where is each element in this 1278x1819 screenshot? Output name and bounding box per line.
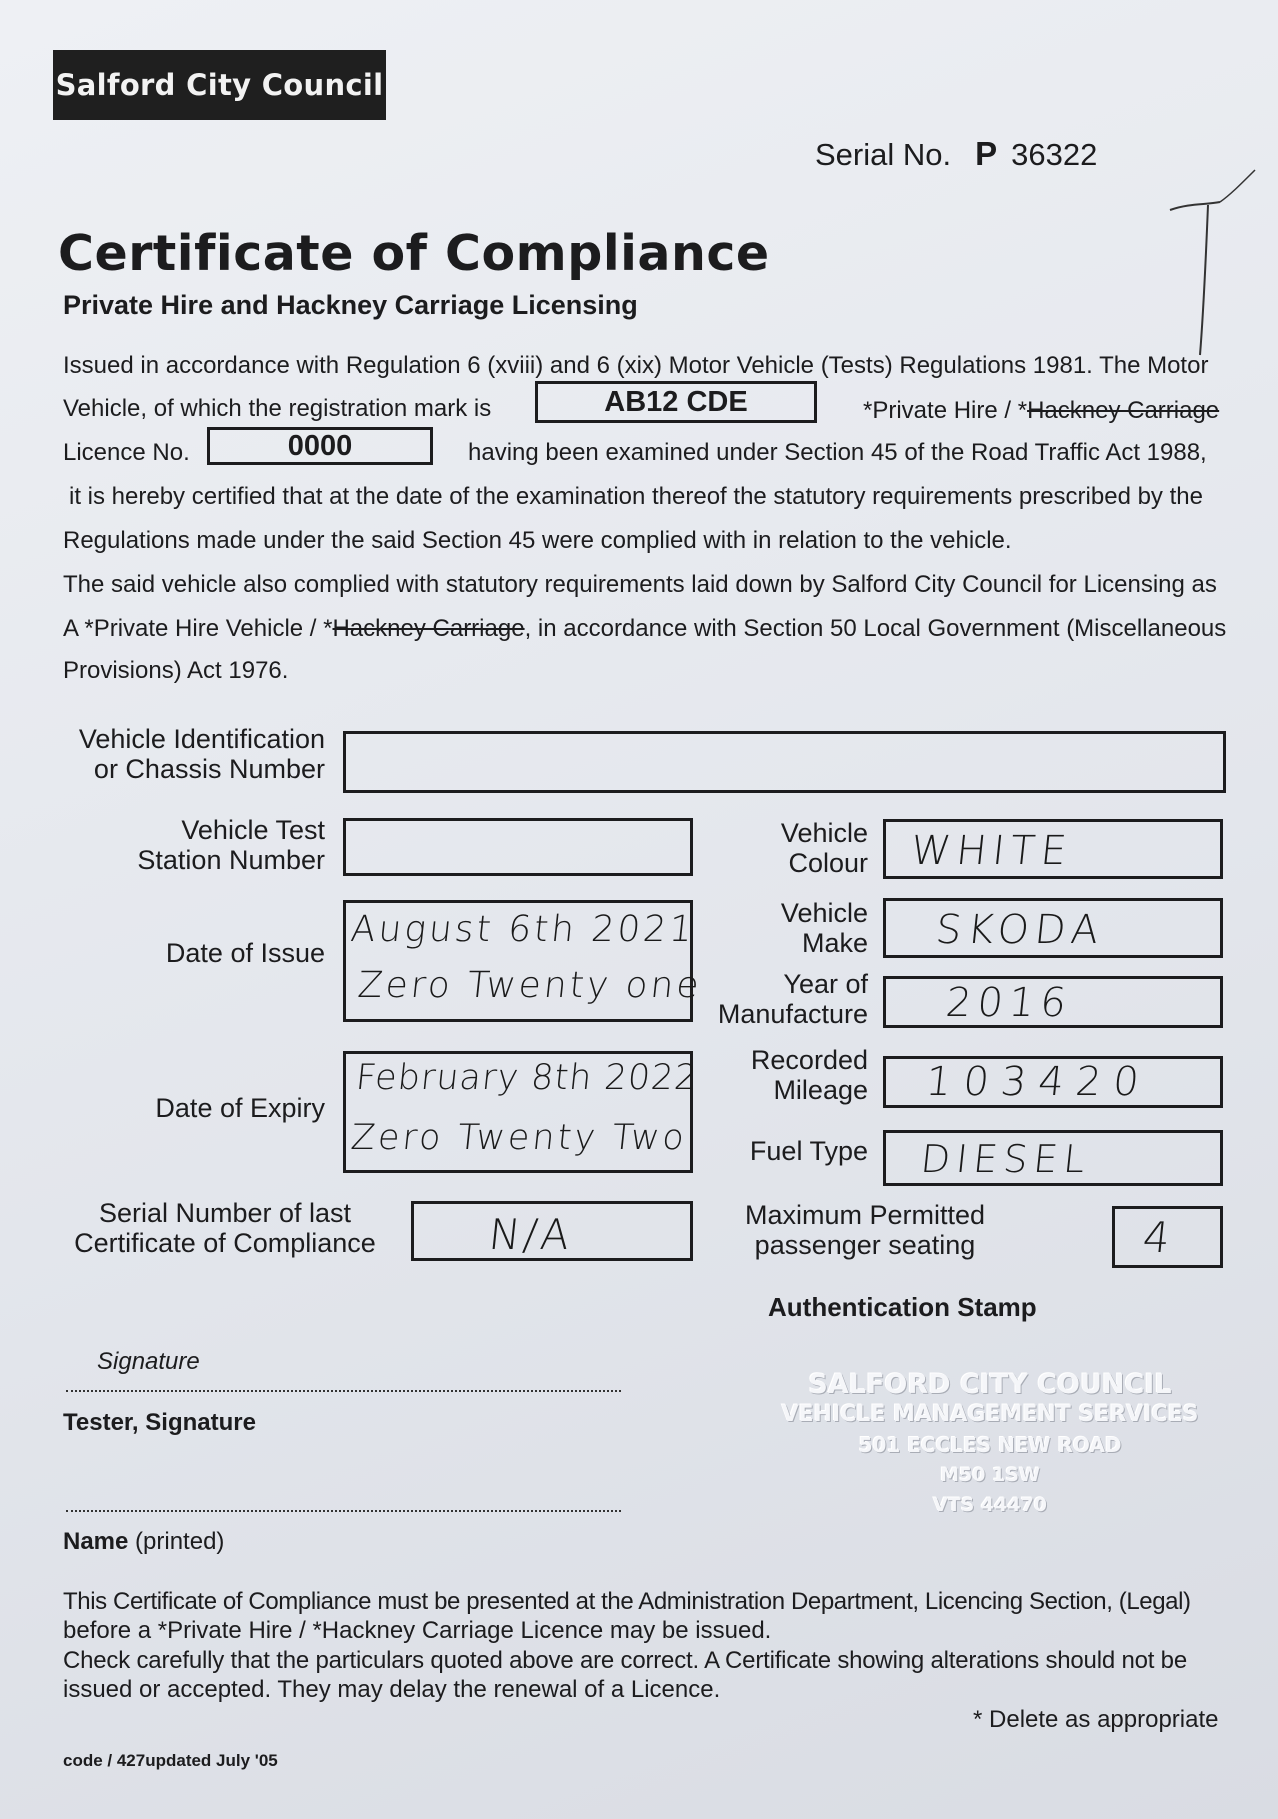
colour-label xyxy=(781,818,868,878)
licence-number-value: 0000 xyxy=(287,429,353,462)
registration-mark-field xyxy=(535,381,817,423)
year-label-line1: Year of xyxy=(783,969,868,999)
year-label-line2: Manufacture xyxy=(717,999,868,1029)
body-line-7-struck: Hackney Carriage xyxy=(332,615,525,642)
seating-value: 4 xyxy=(1140,1213,1176,1262)
licence-number-field xyxy=(207,427,433,465)
expiry-date-field[interactable] xyxy=(343,1051,700,1173)
stamp-line3: 501 ECCLES NEW ROAD xyxy=(858,1433,1122,1457)
council-logo xyxy=(53,50,386,120)
vin-field[interactable] xyxy=(343,731,1226,793)
expiry-date-line2: Zero Twenty Two xyxy=(348,1118,689,1158)
pen-mark-icon xyxy=(1160,165,1270,365)
serial-number xyxy=(815,135,1097,173)
colour-label-line1: Vehicle xyxy=(780,818,868,848)
seating-label-line2: passenger seating xyxy=(754,1230,976,1260)
fuel-value: DIESEL xyxy=(918,1137,1094,1181)
body-line-8: Provisions) Act 1976. xyxy=(63,657,289,684)
footer-note-3: Check carefully that the particulars quoted above are correct. A Certificate showing alterations should not be xyxy=(63,1647,1187,1674)
fuel-label: Fuel Type xyxy=(749,1136,868,1166)
make-value: SKODA xyxy=(933,907,1107,953)
station-label xyxy=(137,815,325,875)
issue-date-line2: Zero Twenty one xyxy=(355,965,704,1006)
expiry-date-line1: February 8th 2022 xyxy=(353,1058,700,1098)
name-label-bold: Name xyxy=(63,1528,129,1555)
make-field[interactable] xyxy=(883,898,1223,958)
name-label-rest: (printed) xyxy=(128,1528,225,1555)
body-line-2 xyxy=(63,395,491,423)
body-line-6: The said vehicle also complied with statutory requirements laid down by Salford City Council for Licensing as xyxy=(63,571,1217,598)
signature-caption: Signature xyxy=(97,1348,200,1375)
body-line-3-post: having been examined under Section 45 of the Road Traffic Act 1988, xyxy=(468,439,1207,466)
mileage-value: 103420 xyxy=(923,1059,1154,1105)
form-code: code / 427updated July '05 xyxy=(63,1751,278,1770)
last-serial-label xyxy=(70,1198,380,1258)
vin-label xyxy=(79,724,325,784)
serial-label: Serial No. xyxy=(815,137,952,172)
council-name: Salford City Council xyxy=(55,68,384,102)
stamp-heading: Authentication Stamp xyxy=(768,1292,1037,1322)
year-field[interactable] xyxy=(883,976,1223,1028)
body-line-1: Issued in accordance with Regulation 6 (xviii) and 6 (xix) Motor Vehicle (Tests) Regulations 1981. The Motor xyxy=(63,352,1209,379)
body-line-7-post: , in accordance with Section 50 Local Government (Miscellaneous xyxy=(524,615,1227,642)
stamp-line1: SALFORD CITY COUNCIL xyxy=(808,1369,1172,1400)
make-label xyxy=(781,898,868,958)
colour-field[interactable] xyxy=(883,819,1223,879)
seating-field[interactable] xyxy=(1112,1206,1223,1268)
body-line-7 xyxy=(63,615,1226,643)
last-serial-label-line2: Certificate of Compliance xyxy=(74,1228,376,1258)
last-serial-field[interactable] xyxy=(411,1201,693,1261)
issue-label: Date of Issue xyxy=(165,938,325,968)
serial-prefix: P xyxy=(975,135,998,172)
year-label xyxy=(718,969,868,1029)
seating-label xyxy=(735,1200,995,1260)
delete-note: * Delete as appropriate xyxy=(973,1706,1219,1733)
mileage-label-line2: Mileage xyxy=(773,1075,868,1105)
page-title: Certificate of Compliance xyxy=(58,225,770,282)
stamp-line5: VTS 44470 xyxy=(932,1494,1048,1516)
last-serial-value: N/A xyxy=(486,1210,575,1259)
colour-label-line2: Colour xyxy=(788,848,868,878)
page-subtitle: Private Hire and Hackney Carriage Licensing xyxy=(63,290,638,320)
body-line-7-pre: A *Private Hire Vehicle / * xyxy=(63,615,333,642)
stamp-line2: VEHICLE MANAGEMENT SERVICES xyxy=(781,1402,1199,1427)
seating-label-line1: Maximum Permitted xyxy=(744,1200,986,1230)
vin-label-line1: Vehicle Identification xyxy=(78,724,325,754)
make-label-line2: Make xyxy=(801,928,868,958)
mileage-label xyxy=(751,1045,868,1105)
make-label-line1: Vehicle xyxy=(780,898,868,928)
body-line-4: it is hereby certified that at the date of the examination thereof the statutory requirements prescribed by the xyxy=(69,483,1203,510)
tester-signature-label: Tester, Signature xyxy=(63,1409,256,1436)
mileage-field[interactable] xyxy=(883,1056,1223,1108)
issue-date-field[interactable] xyxy=(343,900,704,1022)
last-serial-label-line1: Serial Number of last xyxy=(98,1198,352,1228)
body-line-2-text: Vehicle, of which the registration mark is xyxy=(63,395,492,422)
issue-date-line1: August 6th 2021 xyxy=(348,909,698,950)
station-label-line1: Vehicle Test xyxy=(181,815,325,845)
licence-type-struck: Hackney Carriage xyxy=(1027,397,1220,424)
serial-value: 36322 xyxy=(1011,137,1098,172)
station-label-line2: Station Number xyxy=(137,845,325,875)
footer-note-4: issued or accepted. They may delay the renewal of a Licence. xyxy=(63,1676,721,1703)
signature-line[interactable] xyxy=(66,1390,621,1392)
fuel-field[interactable] xyxy=(883,1130,1223,1186)
stamp-line4: M50 1SW xyxy=(940,1464,1040,1486)
name-printed-label xyxy=(63,1528,224,1556)
authentication-stamp xyxy=(780,1370,1200,1520)
body-line-3-pre: Licence No. xyxy=(63,439,190,466)
colour-value: WHITE xyxy=(908,828,1075,874)
registration-mark-value: AB12 CDE xyxy=(604,385,748,418)
name-line[interactable] xyxy=(66,1510,621,1512)
station-number-field[interactable] xyxy=(343,818,693,876)
licence-type-text: *Private Hire / * xyxy=(863,397,1028,424)
licence-type-choice xyxy=(863,397,1219,425)
expiry-label: Date of Expiry xyxy=(155,1093,325,1123)
footer-note-2: before a *Private Hire / *Hackney Carriage Licence may be issued. xyxy=(63,1617,772,1644)
body-line-5: Regulations made under the said Section 45 were complied with in relation to the vehicle. xyxy=(63,527,1012,554)
year-value: 2016 xyxy=(943,980,1075,1026)
footer-note-1: This Certificate of Compliance must be presented at the Administration Department, Licencing Section, (Legal) xyxy=(63,1588,1191,1615)
mileage-label-line1: Recorded xyxy=(750,1045,868,1075)
vin-label-line2: or Chassis Number xyxy=(93,754,325,784)
